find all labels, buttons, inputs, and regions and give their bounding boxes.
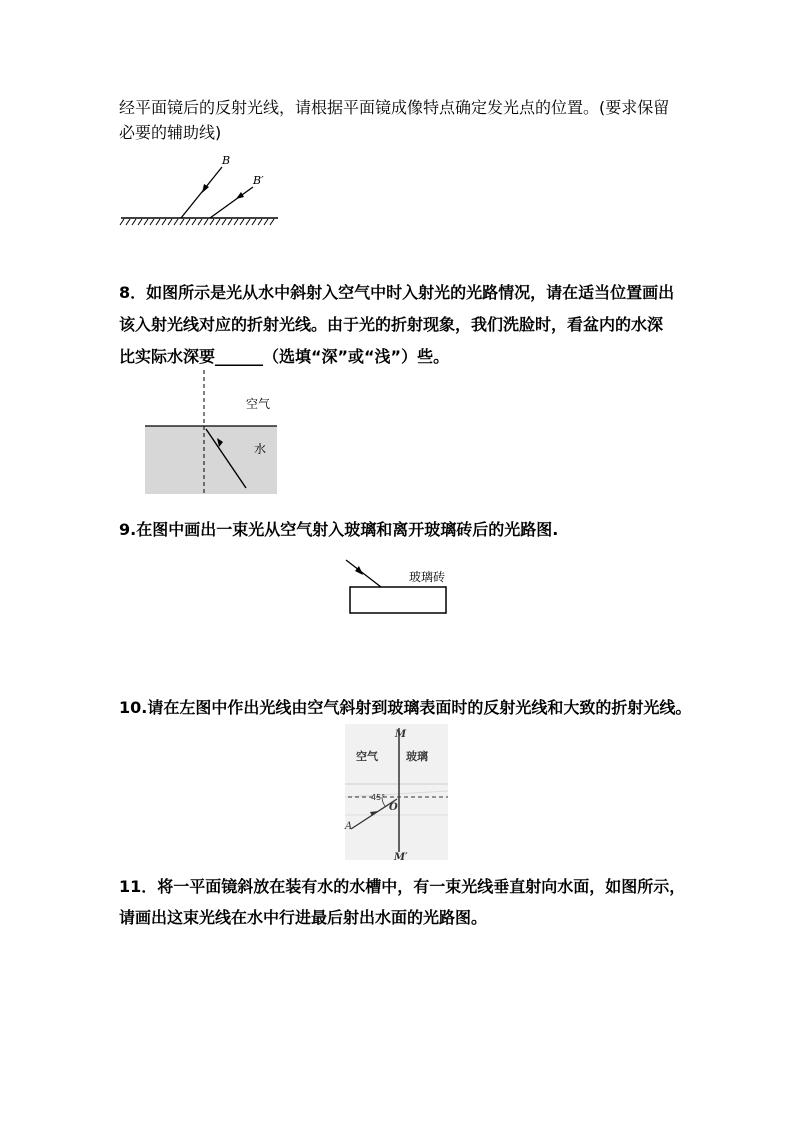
q11-text-line1: 11．将一平面镜斜放在装有水的水槽中，有一束光线垂直射向水面，如图所示， — [119, 877, 686, 896]
q9-text-line1: 9.在图中画出一束光从空气射入玻璃和离开玻璃砖后的光路图. — [119, 520, 559, 539]
q8-text-line2: 该入射光线对应的折射光线。由于光的折射现象，我们洗脸时，看盆内的水深 — [119, 315, 664, 334]
q7-label-b2: B′ — [253, 174, 264, 187]
q8-label-air: 空气 — [246, 397, 271, 411]
q8-text-line3: 比实际水深要______（选填“深”或“浅”）些。 — [119, 347, 450, 366]
q7-label-b: B — [222, 154, 231, 167]
q11-text-line2: 请画出这束光线在水中行进最后射出水面的光路图。 — [119, 908, 488, 927]
q10-text-line1: 10.请在左图中作出光线由空气斜射到玻璃表面时的反射光线和大致的折射光线。 — [119, 698, 692, 717]
q10-label-angle: 45° — [371, 793, 386, 802]
q10-label-a: A — [345, 821, 353, 832]
q8-label-water: 水 — [254, 442, 267, 456]
q7-text-line2: 必要的辅助线) — [119, 123, 222, 142]
q10-label-m2: M′ — [394, 852, 408, 863]
q9-label-glass-brick: 玻璃砖 — [409, 570, 446, 584]
q10-label-o: O — [389, 802, 398, 813]
q8-text-line1: 8．如图所示是光从水中斜射入空气中时入射光的光路情况，请在适当位置画出 — [119, 283, 675, 302]
q10-label-m: M — [395, 729, 407, 740]
q10-label-glass: 玻璃 — [406, 750, 428, 763]
q7-text-line1: 经平面镜后的反射光线，请根据平面镜成像特点确定发光点的位置。(要求保留 — [119, 98, 670, 117]
q10-label-air: 空气 — [356, 750, 378, 763]
